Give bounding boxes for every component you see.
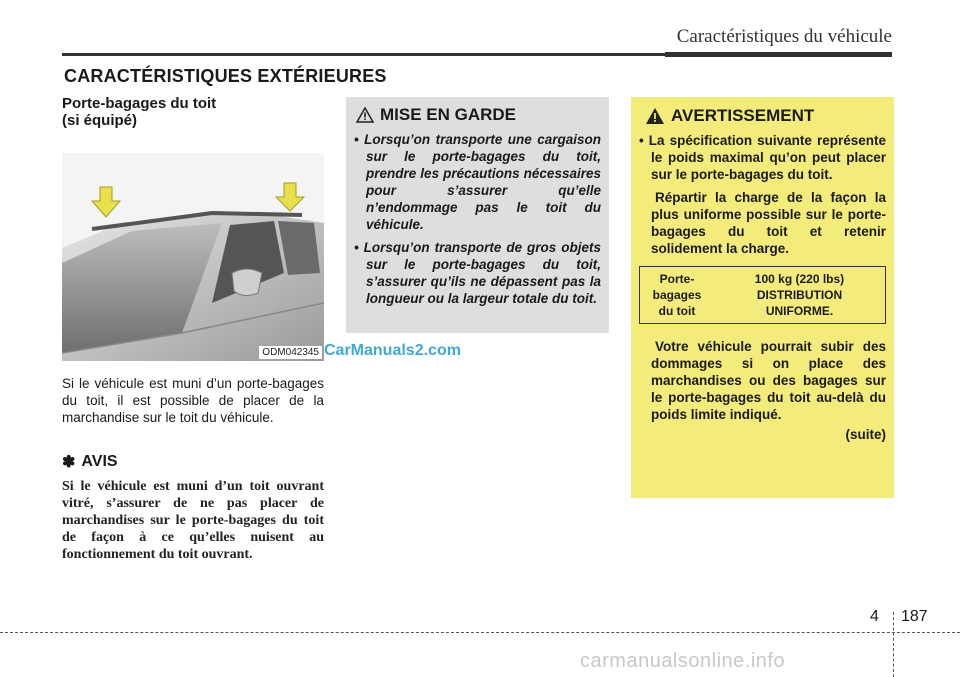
page-number: 187 (901, 608, 928, 625)
table-row (640, 267, 886, 324)
car-roof-drawing (62, 153, 324, 361)
roof-rack-spec-table (639, 266, 886, 324)
warning-triangle-icon (645, 107, 665, 125)
chapter-number: 4 (870, 608, 879, 625)
notice-heading (62, 452, 324, 472)
spec-value-line2: DISTRIBUTION (756, 288, 843, 302)
subsection-heading (62, 95, 324, 129)
warning-box (631, 97, 894, 498)
notice-text: Si le véhicule est muni d’un toit ouvrant vitré, s’assurer de ne pas placer de marchandises sur le porte-bagages du toit de façon à ce qu’elles nuisent au fonctionnement du toit ouvrant. (62, 479, 324, 562)
continued-label: (suite) (845, 427, 886, 442)
warning-heading (631, 97, 894, 126)
spec-label-cell (640, 267, 715, 324)
spec-label-line2: bagages (652, 288, 702, 302)
warning-paragraph: Répartir la charge de la façon la plus uniforme possible sur le porte-bagages du toit et retenir solidement la charge. (651, 190, 886, 256)
asterisk-icon: ✽ (62, 454, 76, 471)
spec-label-line1: Porte- (659, 272, 695, 286)
warning-triangle-icon (356, 107, 374, 123)
page-number-separator (893, 612, 894, 677)
subsection-heading-line1: Porte-bagages du toit (62, 95, 217, 112)
caution-title: MISE EN GARDE (380, 105, 517, 124)
footer-rule (0, 632, 960, 633)
caution-heading (346, 97, 609, 125)
header-rule-accent (665, 52, 892, 57)
spec-value-cell (714, 267, 886, 324)
subsection-heading-line2: (si équipé) (62, 112, 138, 129)
left-column (62, 95, 324, 563)
caution-box (346, 97, 609, 333)
spec-value-line3: UNIFORME. (765, 304, 834, 318)
watermark: CarManuals2.com (324, 342, 461, 359)
figure-code: ODM042345 (259, 346, 322, 359)
caution-item: • Lorsqu’on transporte de gros objets sur le porte-bagages du toit, s’assurer qu’ils ne dépassent pas la longueur ou la largeur totale du toit. (354, 240, 601, 306)
body-paragraph: Si le véhicule est muni d’un porte-bagages du toit, il est possible de placer de la marchandise sur le toit du véhicule. (62, 376, 324, 425)
side-mirror (232, 269, 262, 296)
caution-item: • Lorsqu’on transporte une cargaison sur le porte-bagages du toit, prendre les précautions nécessaires pour s’assurer qu’elle n’endommage pas le toit du véhicule. (354, 132, 601, 232)
footer-watermark: carmanualsonline.info (580, 650, 786, 672)
section-title: CARACTÉRISTIQUES EXTÉRIEURES (64, 66, 387, 86)
spec-value-line1: 100 kg (220 lbs) (754, 272, 845, 286)
warning-paragraph: Votre véhicule pourrait subir des dommages si on place des marchandises ou des bagages sur le porte-bagages du toit au-delà du poids limite indiqué. (651, 339, 886, 422)
notice-title: AVIS (81, 453, 118, 470)
warning-title: AVERTISSEMENT (671, 106, 815, 125)
caution-list (354, 131, 601, 307)
running-header: Caractéristiques du véhicule (676, 26, 892, 47)
spec-label-line3: du toit (658, 304, 696, 318)
warning-bullet: • La spécification suivante représente le poids maximal qu’on peut placer sur le porte-bagages du toit. (639, 133, 886, 182)
roof-rack-illustration (62, 153, 324, 361)
